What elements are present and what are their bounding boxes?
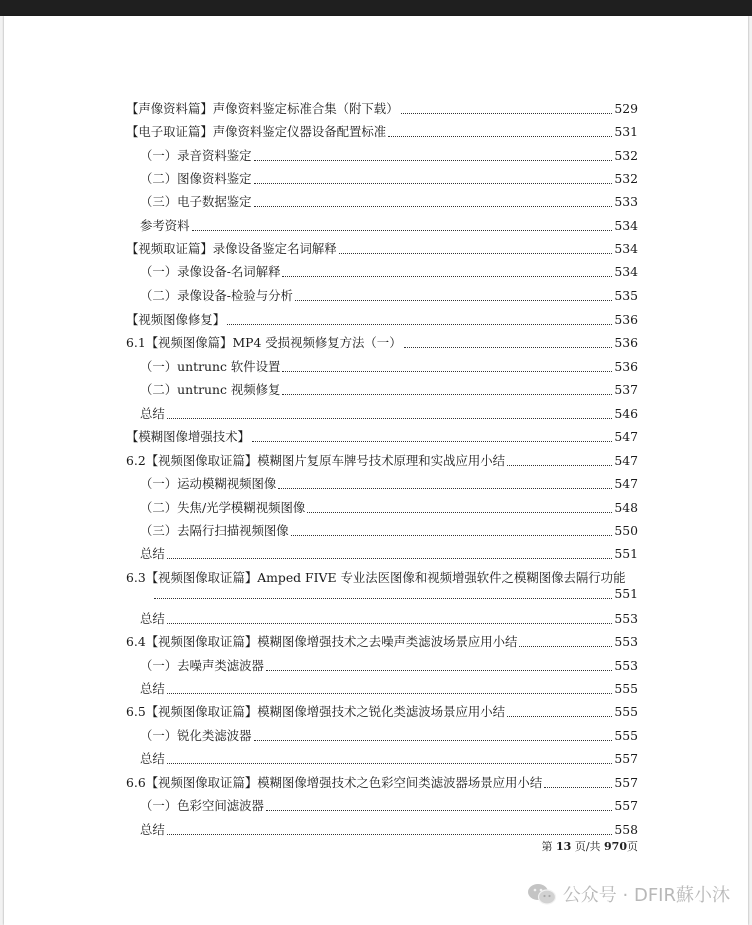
toc-entry-title: （二）失焦/光学模糊视频图像 (140, 500, 306, 515)
page-footer (542, 838, 638, 854)
toc-entry-page-number: 557 (614, 775, 638, 790)
toc-entry-leader-dots (167, 677, 612, 694)
toc-entry-page-number: 531 (614, 124, 638, 139)
footer-suffix: 页 (627, 840, 638, 853)
toc-entry-title: 总结 (140, 406, 165, 421)
toc-entry-title: （一）untrunc 软件设置 (140, 359, 281, 374)
toc-entry-title: （一）录像设备-名词解释 (140, 264, 281, 279)
toc-entry-title: 【声像资料篇】声像资料鉴定标准合集（附下载） (126, 101, 399, 116)
toc-entry-leader-dots (254, 190, 612, 207)
toc-entry-page-number: 551 (614, 586, 638, 601)
toc-entry-title: 6.4【视频图像取证篇】模糊图像增强技术之去噪声类滤波场景应用小结 (126, 634, 518, 649)
toc-entry-title: 【视频图像修复】 (126, 312, 226, 327)
toc-entry-title: （三）电子数据鉴定 (140, 194, 252, 209)
toc-entry-page-number: 533 (614, 194, 638, 209)
toc-entry-leader-dots (167, 542, 612, 559)
toc-entry-leader-dots (339, 237, 612, 254)
toc-entry-page-number: 557 (614, 751, 638, 766)
toc-entry-title: 总结 (140, 611, 165, 626)
toc-entry-page-number: 536 (614, 312, 638, 327)
toc-entry-page-number: 555 (614, 704, 638, 719)
footer-prefix: 第 (541, 840, 557, 853)
toc-entry-title: （三）去隔行扫描视频图像 (140, 523, 289, 538)
toc-entry-leader-dots (282, 355, 612, 372)
toc-entry-leader-dots (167, 747, 612, 764)
toc-entry-leader-dots (507, 700, 612, 717)
toc-entry-page-number: 534 (614, 241, 638, 256)
toc-entry-title: 6.3【视频图像取证篇】Amped FIVE 专业法医图像和视频增强软件之模糊图像去隔行功能 (126, 570, 626, 585)
toc-entry-title: 参考资料 (140, 218, 190, 233)
toc-entry-title: 总结 (140, 681, 165, 696)
toc-entry-title: （一）运动模糊视频图像 (140, 476, 277, 491)
toc-entry-page-number: 553 (614, 634, 638, 649)
wechat-icon (527, 882, 557, 906)
toc-entry-title: 6.2【视频图像取证篇】模糊图片复原车牌号技术原理和实战应用小结 (126, 453, 506, 468)
toc-entry-title: （二）录像设备-检验与分析 (140, 288, 293, 303)
toc-entry-leader-dots (252, 425, 612, 442)
toc-entry-leader-dots (519, 630, 612, 647)
toc-entry-leader-dots (227, 308, 612, 325)
toc-entry-title: 【视频取证篇】录像设备鉴定名词解释 (126, 241, 337, 256)
toc-entry-page-number: 551 (614, 546, 638, 561)
toc-entry-title: （二）untrunc 视频修复 (140, 382, 281, 397)
toc-entry-title: 总结 (140, 546, 165, 561)
toc-entry-title: 【模糊图像增强技术】 (126, 429, 250, 444)
toc-entry-leader-dots (278, 472, 612, 489)
toc-entry-leader-dots (388, 120, 612, 137)
footer-middle: 页/共 (571, 840, 605, 853)
toc-entry-leader-dots (266, 654, 612, 671)
toc-entry-leader-dots (266, 794, 612, 811)
toc-entry-page-number: 532 (614, 171, 638, 186)
watermark-text: 公众号 · DFIR蘇小沐 (562, 885, 730, 906)
toc-entry-leader-dots (167, 607, 612, 624)
viewer-top-bar (0, 0, 752, 16)
toc-entry-page-number: 550 (614, 523, 638, 538)
toc-entry-title: （一）录音资料鉴定 (140, 148, 252, 163)
footer-total-pages: 970 (604, 840, 627, 853)
toc-entry-leader-dots (167, 402, 612, 419)
toc-entry-title: 总结 (140, 751, 165, 766)
watermark (527, 881, 730, 907)
toc-entry-title: （一）锐化类滤波器 (140, 728, 252, 743)
toc-entry-leader-dots (254, 167, 612, 184)
toc-entry-leader-dots (167, 818, 612, 835)
toc-entry-title: 【电子取证篇】声像资料鉴定仪器设备配置标准 (126, 124, 387, 139)
toc-entry-page-number: 536 (614, 335, 638, 350)
toc-entry-title: （一）色彩空间滤波器 (140, 798, 264, 813)
footer-current-page: 13 (556, 840, 572, 853)
toc-entry-leader-dots (401, 97, 612, 114)
toc-entry-title: 6.5【视频图像取证篇】模糊图像增强技术之锐化类滤波场景应用小结 (126, 704, 506, 719)
toc-entry-page-number: 547 (614, 453, 638, 468)
toc-entry-page-number: 536 (614, 359, 638, 374)
toc-entry-leader-dots (282, 378, 612, 395)
toc-entry-page-number: 553 (614, 611, 638, 626)
toc-entry-page-number: 555 (614, 681, 638, 696)
toc-entry-title: （二）图像资料鉴定 (140, 171, 252, 186)
toc-entry-page-number: 553 (614, 658, 638, 673)
toc-entry-title: 总结 (140, 822, 165, 837)
toc-entry-leader-dots (507, 449, 612, 466)
toc-entry-page-number: 548 (614, 500, 638, 515)
toc-entry-leader-dots (192, 214, 612, 231)
toc-entry-page-number: 535 (614, 288, 638, 303)
toc-entry-page-number: 534 (614, 218, 638, 233)
toc-entry-leader-dots (254, 144, 612, 161)
toc-entry-page-number: 555 (614, 728, 638, 743)
toc-entry-leader-dots (307, 496, 612, 513)
toc-entry-page-number: 537 (614, 382, 638, 397)
toc-entry-title: 6.6【视频图像取证篇】模糊图像增强技术之色彩空间类滤波器场景应用小结 (126, 775, 543, 790)
toc-entry-title: （一）去噪声类滤波器 (140, 658, 264, 673)
toc-entry-page-number: 534 (614, 264, 638, 279)
toc-entry-leader-dots (404, 331, 612, 348)
toc-entry-leader-dots (291, 519, 612, 536)
toc-entry-leader-dots (254, 724, 612, 741)
toc-entry-page-number: 546 (614, 406, 638, 421)
toc-entry-title: 6.1【视频图像篇】MP4 受损视频修复方法（一） (126, 335, 402, 350)
toc-entry-leader-dots (282, 260, 612, 277)
toc-entry-page-number: 558 (614, 822, 638, 837)
document-page (4, 16, 748, 925)
toc-entry-leader-dots (154, 582, 612, 599)
toc-entry-leader-dots (295, 284, 612, 301)
toc-entry-leader-dots (544, 771, 612, 788)
toc-entry-page-number: 532 (614, 148, 638, 163)
toc-entry-page-number: 557 (614, 798, 638, 813)
toc-entry-page-number: 547 (614, 429, 638, 444)
toc-entry-page-number: 529 (614, 101, 638, 116)
toc-entry-page-number: 547 (614, 476, 638, 491)
